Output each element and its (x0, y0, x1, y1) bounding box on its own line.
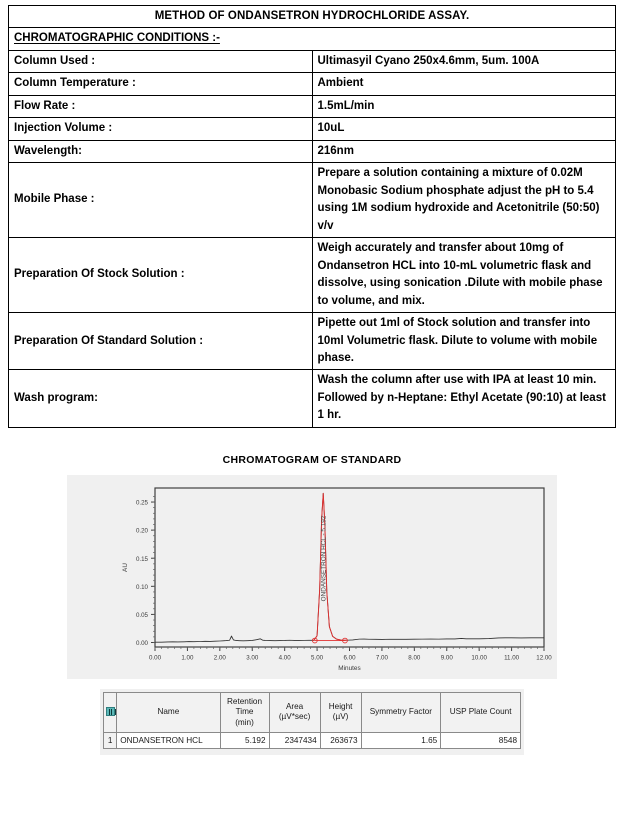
page-title: METHOD OF ONDANSETRON HYDROCHLORIDE ASSAY. (9, 6, 616, 28)
table-row (9, 73, 616, 95)
x-tick-label: 6.00 (343, 654, 356, 662)
row-label-column-used: Column Used : (9, 50, 313, 72)
row-value-column-used: Ultimasyil Cyano 250x4.6mm, 5um. 100A (312, 50, 616, 72)
table-row (9, 50, 616, 72)
row-label-injection-volume: Injection Volume : (9, 118, 313, 140)
cell-symmetry-factor: 1.65 (361, 732, 441, 748)
row-label-standard-solution: Preparation Of Standard Solution : (9, 313, 313, 370)
y-tick-label: 0.15 (135, 555, 148, 563)
row-label-wavelength: Wavelength: (9, 140, 313, 162)
x-tick-label: 2.00 (213, 654, 226, 662)
cell-name: ONDANSETRON HCL (117, 732, 220, 748)
y-tick-label: 0.10 (135, 583, 148, 591)
rt-header-line2: Time (235, 707, 254, 717)
height-header-line2: (µV) (332, 712, 349, 722)
area-header-line1: Area (285, 701, 304, 711)
peak-results-panel (100, 689, 524, 755)
table-row (9, 163, 616, 238)
rt-header-line1: Retention (226, 696, 263, 706)
y-axis-label: AU (122, 562, 129, 572)
chromatogram-svg (67, 475, 557, 679)
x-tick-label: 9.00 (440, 654, 453, 662)
column-header-height[interactable] (320, 692, 361, 732)
method-conditions-table (8, 5, 616, 428)
x-tick-label: 1.00 (181, 654, 194, 662)
row-value-column-temperature: Ambient (312, 73, 616, 95)
chromatogram-section (0, 454, 624, 679)
title-row (9, 6, 616, 28)
grid-selector-icon[interactable] (106, 707, 115, 716)
row-label-mobile-phase: Mobile Phase : (9, 163, 313, 238)
column-header-retention-time[interactable] (220, 692, 269, 732)
table-row (9, 370, 616, 427)
table-row (9, 140, 616, 162)
row-label-column-temperature: Column Temperature : (9, 73, 313, 95)
x-tick-label: 10.00 (471, 654, 487, 662)
rt-header-line3: (min) (235, 717, 254, 727)
table-row (9, 313, 616, 370)
x-tick-label: 11.00 (504, 654, 520, 662)
row-value-stock-solution: Weigh accurately and transfer about 10mg of Ondansetron HCL into 10-mL volumetric flask and dissolve, using sonication .Dilute with mobile phase to volume, and mix. (312, 238, 616, 313)
section-heading-text: CHROMATOGRAPHIC CONDITIONS :- (14, 32, 220, 45)
row-index: 1 (104, 732, 117, 748)
y-tick-label: 0.25 (135, 499, 148, 507)
row-label-flow-rate: Flow Rate : (9, 95, 313, 117)
table-row (9, 118, 616, 140)
height-header-line1: Height (328, 701, 353, 711)
cell-height: 263673 (320, 732, 361, 748)
row-value-mobile-phase: Prepare a solution containing a mixture of 0.02M Monobasic Sodium phosphate adjust the pH to 5.4 using 1M sodium hydroxide and Acetonitrile (50:50) v/v (312, 163, 616, 238)
y-tick-label: 0.00 (135, 639, 148, 647)
table-row[interactable] (104, 732, 521, 748)
x-tick-label: 5.00 (311, 654, 324, 662)
table-row (9, 95, 616, 117)
row-label-wash-program: Wash program: (9, 370, 313, 427)
row-value-injection-volume: 10uL (312, 118, 616, 140)
column-header-symmetry-factor[interactable]: Symmetry Factor (361, 692, 441, 732)
results-header-row (104, 692, 521, 732)
method-document (8, 5, 616, 428)
cell-retention-time: 5.192 (220, 732, 269, 748)
row-label-stock-solution: Preparation Of Stock Solution : (9, 238, 313, 313)
peak-annotation-label: ONDANSETRON HCL - 5.192 (320, 515, 328, 602)
x-axis-label: Minutes (338, 664, 361, 672)
y-tick-label: 0.20 (135, 527, 148, 535)
column-header-name[interactable]: Name (117, 692, 220, 732)
x-tick-label: 8.00 (408, 654, 421, 662)
row-value-flow-rate: 1.5mL/min (312, 95, 616, 117)
x-tick-label: 12.00 (536, 654, 552, 662)
x-tick-label: 3.00 (246, 654, 259, 662)
x-tick-label: 0.00 (148, 654, 162, 662)
section-heading-row (9, 28, 616, 50)
cell-area: 2347434 (269, 732, 320, 748)
row-value-standard-solution: Pipette out 1ml of Stock solution and transfer into 10ml Volumetric flask. Dilute to volume with mobile phase. (312, 313, 616, 370)
row-value-wash-program: Wash the column after use with IPA at least 10 min. Followed by n-Heptane: Ethyl Acetate (90:10) at least 1 hr. (312, 370, 616, 427)
cell-usp-plate-count: 8548 (441, 732, 521, 748)
row-selector-header[interactable] (104, 692, 117, 732)
column-header-usp-plate-count[interactable]: USP Plate Count (441, 692, 521, 732)
y-tick-label: 0.05 (135, 611, 148, 619)
plot-area (155, 488, 544, 647)
table-row (9, 238, 616, 313)
row-value-wavelength: 216nm (312, 140, 616, 162)
peak-results-table (103, 692, 521, 749)
x-tick-label: 4.00 (278, 654, 291, 662)
chromatogram-title: CHROMATOGRAM OF STANDARD (222, 453, 402, 466)
column-header-area[interactable] (269, 692, 320, 732)
area-header-line2: (µV*sec) (278, 712, 311, 722)
x-tick-label: 7.00 (375, 654, 388, 662)
section-heading-cell (9, 28, 616, 50)
chromatogram-plot (67, 475, 557, 679)
